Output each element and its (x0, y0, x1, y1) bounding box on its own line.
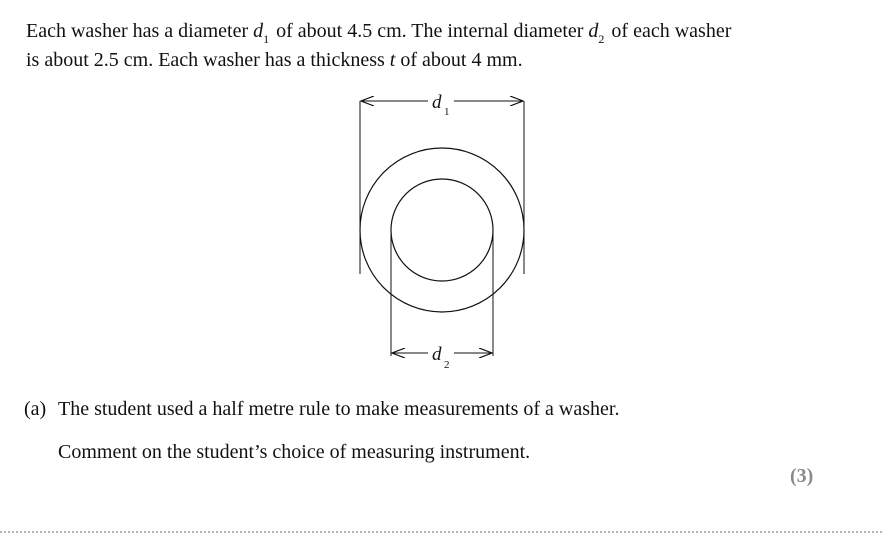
part-a-text: The student used a half metre rule to make measurements of a washer. (58, 398, 620, 420)
variable-d1: d (253, 20, 264, 42)
washer-diagram (340, 88, 540, 378)
inner-diameter-subscript: 2 (444, 359, 450, 371)
question-part-a (24, 396, 619, 423)
intro-line-1-part-c: of each washer (606, 20, 732, 42)
intro-line-1 (26, 18, 866, 47)
intro-line-2-part-a: is about 2.5 cm. Each washer has a thickness (26, 49, 390, 71)
intro-line-2 (26, 47, 866, 74)
variable-d2: d (588, 20, 599, 42)
answer-dotted-line[interactable] (0, 531, 882, 533)
intro-text (26, 18, 866, 74)
intro-line-1-part-b: of about 4.5 cm. The internal diameter (271, 20, 589, 42)
marks-label: (3) (790, 465, 814, 487)
part-letter: (a) (24, 398, 47, 420)
intro-line-2-part-b: of about 4 mm. (395, 49, 523, 71)
outer-diameter-subscript: 1 (444, 106, 450, 118)
subscript-1: 1 (263, 32, 270, 46)
comment-instruction: Comment on the student’s choice of measuring instrument. (58, 441, 531, 463)
washer-diagram-svg (340, 88, 540, 378)
inner-diameter-label: d (432, 344, 442, 365)
washer-outer-circle (360, 148, 524, 312)
variable-t: t (389, 49, 396, 71)
subscript-2: 2 (598, 32, 605, 46)
washer-inner-circle (391, 179, 493, 281)
intro-line-1-part-a: Each washer has a diameter (26, 20, 254, 42)
outer-diameter-label: d (432, 92, 442, 113)
